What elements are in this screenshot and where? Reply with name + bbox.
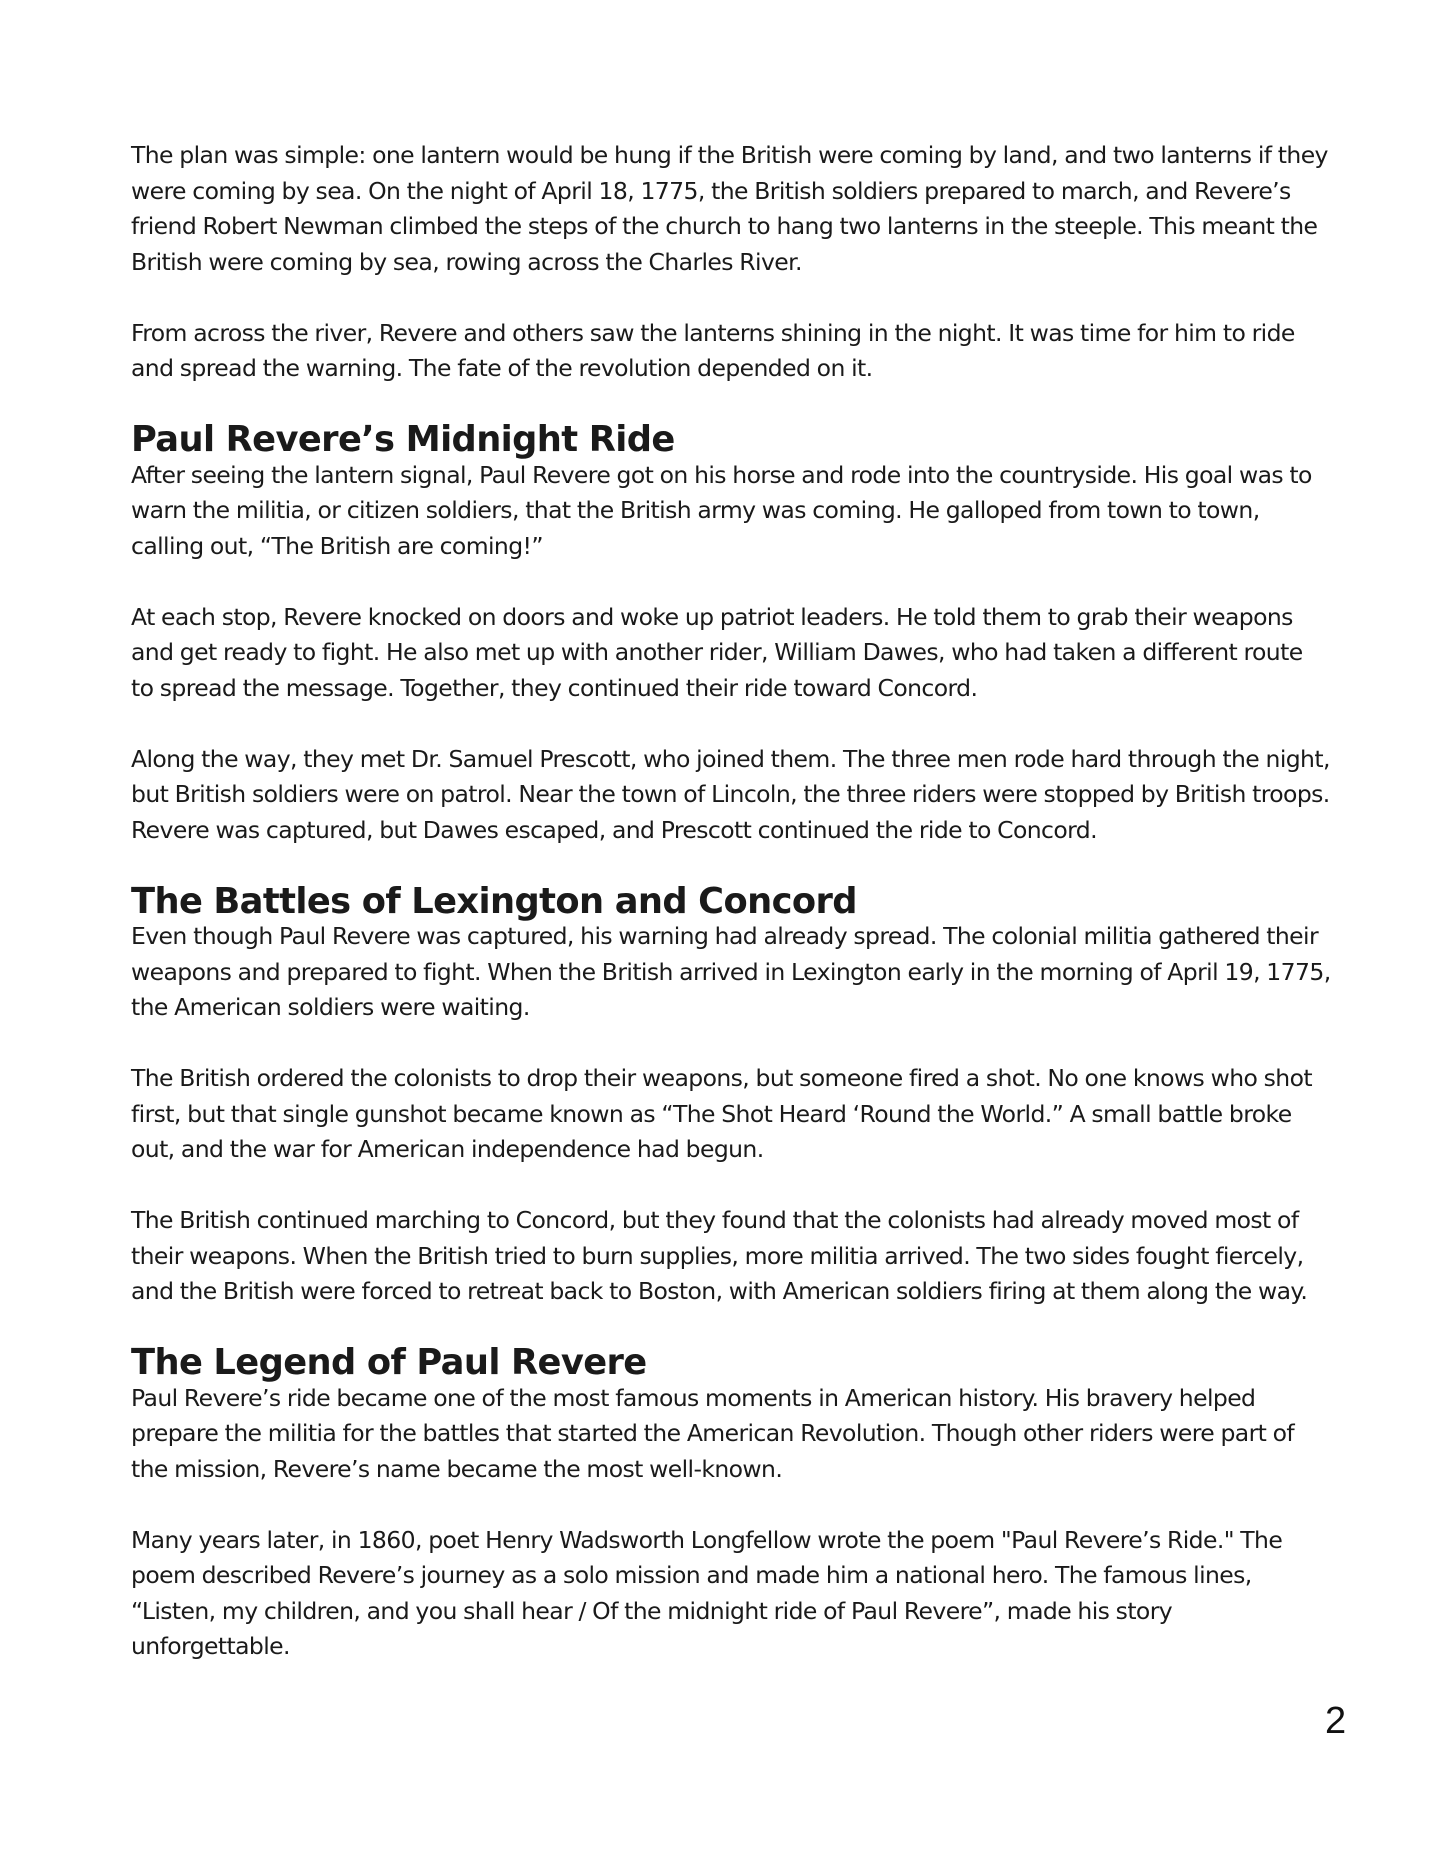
section-battles	[131, 880, 1331, 1026]
section-legend	[131, 1342, 1331, 1487]
paragraph: At each stop, Revere knocked on doors and woke up patriot leaders. He told them to grab their weapons and get ready to fight. He also met up with another rider, William Dawes, who had taken a different route to spread the message. Together, they continued their ride toward Concord.	[131, 602, 1303, 702]
section-battles-p3	[131, 1203, 1331, 1310]
paragraph: The British ordered the colonists to drop their weapons, but someone fired a shot. No one knows who shot first, but that single gunshot became known as “The Shot Heard ‘Round the World.” A small battle broke out, and the war for American independence had begun.	[131, 1064, 1312, 1163]
section-battles-p2	[131, 1061, 1331, 1168]
section-heading: The Legend of Paul Revere	[131, 1342, 647, 1383]
paragraph: The British continued marching to Concord, but they found that the colonists had already moved most of their weapons. When the British tried to burn supplies, more militia arrived. The two sides fought fiercely, and the British were forced to retreat back to Boston, with American soldiers firing at them along the way.	[131, 1206, 1308, 1305]
page-number: 2	[1325, 1700, 1347, 1742]
paragraph: Along the way, they met Dr. Samuel Prescott, who joined them. The three men rode hard through the night, but British soldiers were on patrol. Near the town of Lincoln, the three riders were stopped by British troops. Revere was captured, but Dawes escaped, and Prescott continued the ride to Concord.	[131, 744, 1330, 844]
section-midnight-ride-p2	[131, 600, 1331, 707]
paragraph-lanterns-seen: From across the river, Revere and others saw the lanterns shining in the night. It was time for him to ride and spread the warning. The fate of the revolution depended on it.	[131, 318, 1295, 382]
intro-section-continued	[131, 316, 1331, 387]
section-midnight-ride	[131, 419, 1331, 564]
section-heading: The Battles of Lexington and Concord	[131, 880, 857, 922]
paragraph: Even though Paul Revere was captured, his warning had already spread. The colonial militia gathered their weapons and prepared to fight. When the British arrived in Lexington early in the morning of April 19, 1775, the American soldiers were waiting.	[131, 922, 1331, 1021]
paragraph: After seeing the lantern signal, Paul Revere got on his horse and rode into the countryside. His goal was to warn the militia, or citizen soldiers, that the British army was coming. He galloped from town to town, calling out, “The British are coming!”	[131, 460, 1312, 560]
section-legend-p2	[131, 1523, 1331, 1665]
document-page	[131, 138, 1331, 1700]
paragraph-lantern-plan: The plan was simple: one lantern would be hung if the British were coming by land, and two lanterns if they were coming by sea. On the night of April 18, 1775, the British soldiers prepared to march, and Revere’s friend Robert Newman climbed the steps of the church to hang two lanterns in the steeple. This meant the British were coming by sea, rowing across the Charles River.	[131, 141, 1328, 276]
paragraph: Paul Revere’s ride became one of the most famous moments in American history. His bravery helped prepare the militia for the battles that started the American Revolution. Though other riders were part of the mission, Revere’s name became the most well-known.	[131, 1383, 1295, 1483]
section-midnight-ride-p3	[131, 742, 1331, 849]
paragraph: Many years later, in 1860, poet Henry Wadsworth Longfellow wrote the poem "Paul Revere’s Ride." The poem described Revere’s journey as a solo mission and made him a national hero. The famous lines, “Listen, my children, and you shall hear / Of the midnight ride of Paul Revere”, made his story unforgettable.	[131, 1525, 1283, 1660]
intro-section	[131, 138, 1331, 280]
section-heading: Paul Revere’s Midnight Ride	[131, 419, 675, 460]
